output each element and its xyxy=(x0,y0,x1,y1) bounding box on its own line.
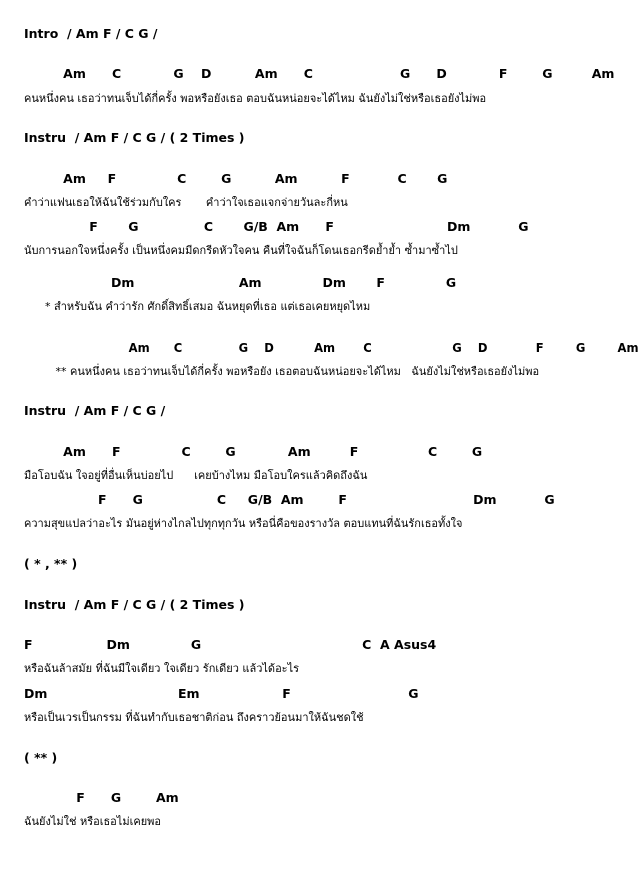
chord-line: F G C G/B Am F Dm G xyxy=(24,219,529,234)
chord-line: F G C G/B Am F Dm G xyxy=(24,492,555,507)
instru-line: Instru / Am F / C G / ( 2 Times ) xyxy=(24,130,245,145)
lyric-line: หรือฉันล้าสมัย ที่ฉันมีใจเดียว ใจเดียว รักเดียว แล้วได้อะไร xyxy=(24,662,300,675)
lyric-line: คนหนึ่งคน เธอว่าทนเจ็บได้กี่ครั้ง พอหรือยังเธอ ตอบฉันหน่อยจะได้ไหม ฉันยังไม่ใช่หรือเธอยังไม่พอ xyxy=(24,92,487,105)
chord-line: Am C G D Am C G D F G Am xyxy=(24,66,615,81)
lyric-line: นับการนอกใจหนึ่งครั้ง เป็นหนึ่งคมมีดกรีดหัวใจคน คืนที่ใจฉันก็โดนเธอกรีดย้ำย้ำ ซ้ำมาซ้ำไป xyxy=(24,244,458,257)
intro-line: Intro / Am F / C G / xyxy=(24,26,158,41)
chorus-marker-line: * สำหรับฉัน คำว่ารัก ศักดิ์สิทธิ์เสมอ ฉันหยุดที่เธอ แต่เธอเคยหยุดไหม xyxy=(24,300,371,313)
lyric-line: ความสุขแปลว่าอะไร มันอยู่ห่างไกลไปทุกทุกวัน หรือนี่คือของรางวัล ตอบแทนที่ฉันรักเธอทั้งใจ xyxy=(24,517,463,530)
lyric-line: คำว่าแฟนเธอให้ฉันใช้ร่วมกับใคร คำว่าใจเธอแจกจ่ายวันละกี่หน xyxy=(24,196,348,209)
instru-line: Instru / Am F / C G / xyxy=(24,403,166,418)
chord-line: F G Am xyxy=(24,790,179,805)
repeat-line: ( ** ) xyxy=(24,750,58,765)
instru-line: Instru / Am F / C G / ( 2 Times ) xyxy=(24,597,245,612)
chord-line: Am F C G Am F C G xyxy=(24,171,448,186)
lyric-line: ฉันยังไม่ใช่ หรือเธอไม่เคยพอ xyxy=(24,815,161,828)
chord-line: F Dm G C A Asus4 xyxy=(24,637,437,652)
chord-line: Dm Am Dm F G xyxy=(24,275,457,290)
lyric-line: หรือเป็นเวรเป็นกรรม ที่ฉันทำกับเธอชาติก่อน ถึงคราวย้อนมาให้ฉันชดใช้ xyxy=(24,711,364,724)
chorus-marker-line: ** คนหนึ่งคน เธอว่าทนเจ็บได้กี่ครั้ง พอหรือยัง เธอตอบฉันหน่อยจะได้ไหม ฉันยังไม่ใช่หรือเธอยังไม่พอ xyxy=(24,365,540,378)
lyric-line: มือโอบฉัน ใจอยู่ที่อื่นเห็นบ่อยไป เคยบ้างไหม มือโอบใครแล้วคิดถึงฉัน xyxy=(24,469,368,482)
chord-line: Am F C G Am F C G xyxy=(24,444,483,459)
chord-line: Dm Em F G xyxy=(24,686,419,701)
chord-line: Am C G D Am C G D F G Am xyxy=(24,340,639,355)
repeat-line: ( * , ** ) xyxy=(24,556,78,571)
